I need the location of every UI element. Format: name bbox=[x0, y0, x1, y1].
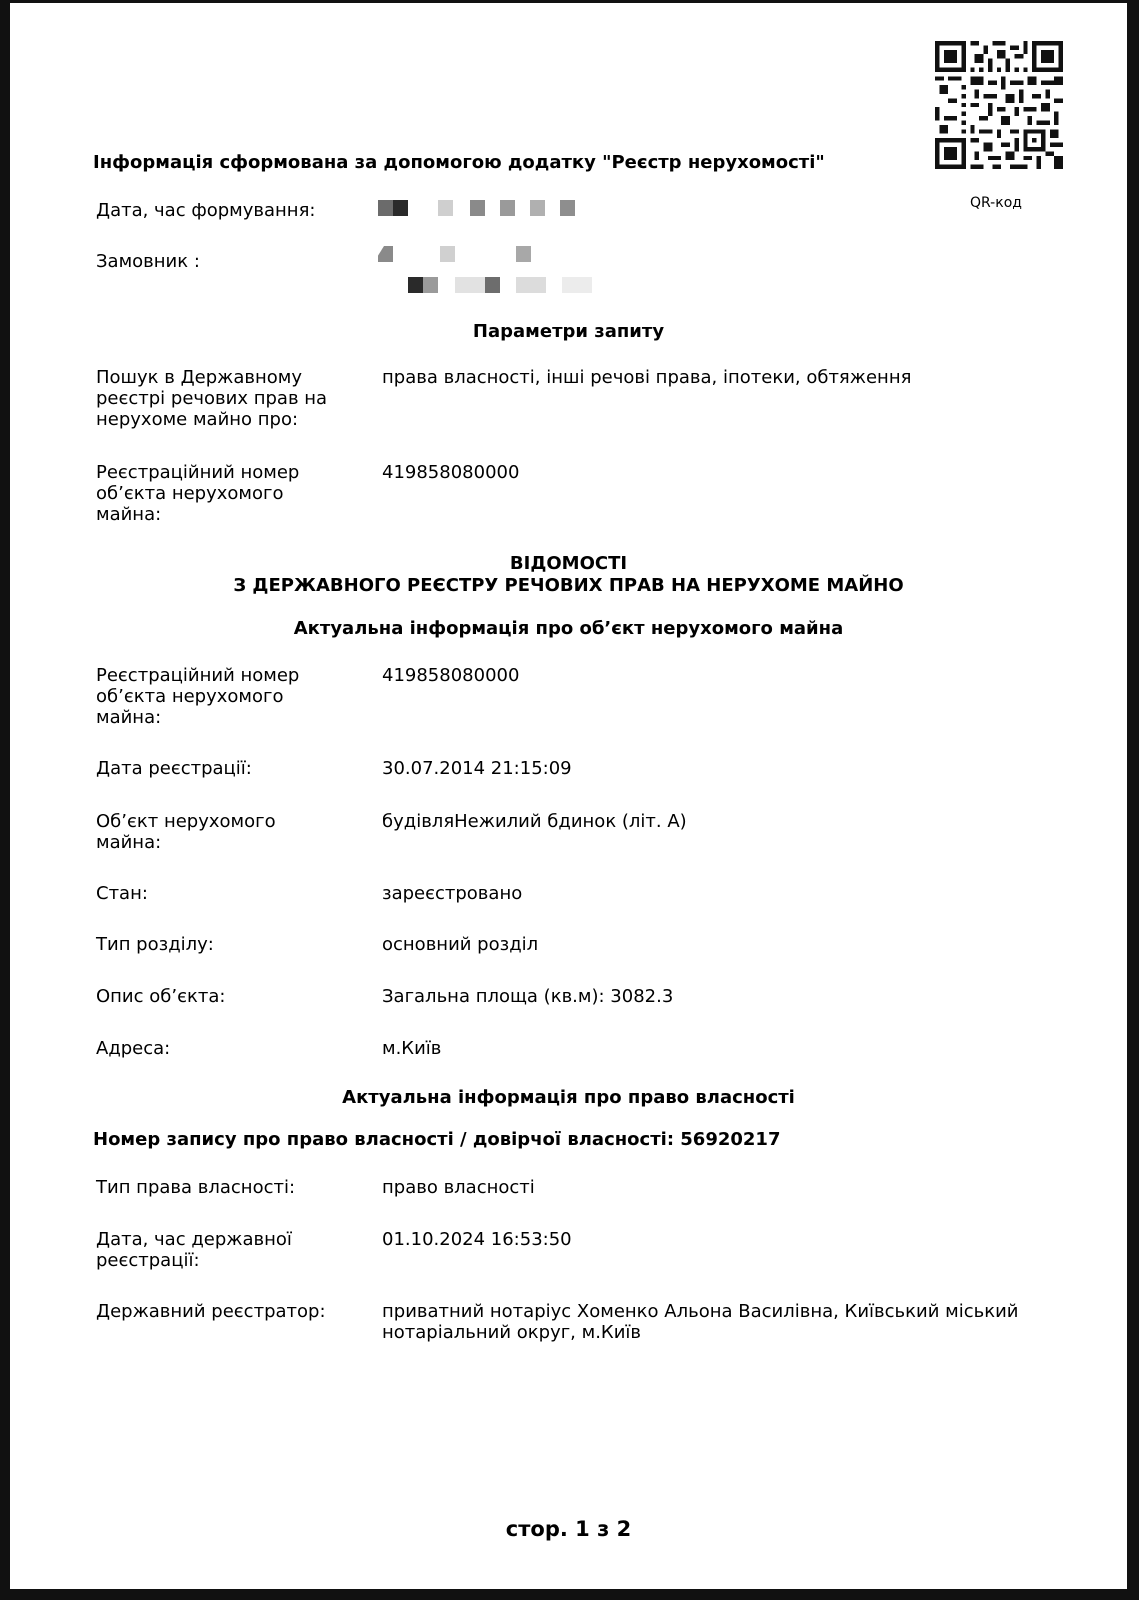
object-value: будівляНежилий бдинок (літ. А) bbox=[382, 811, 687, 832]
qr-code-image bbox=[935, 41, 1063, 169]
redacted-customer-line2 bbox=[408, 277, 608, 293]
statement-title-line1: ВІДОМОСТІ bbox=[509, 553, 628, 574]
registrar-value: приватний нотаріус Хоменко Альона Василівна, Київський міський нотаріальний округ, м.Київ bbox=[382, 1301, 1019, 1343]
section-type-label: Тип розділу: bbox=[96, 934, 214, 955]
object-regnum-value: 419858080000 bbox=[382, 665, 520, 686]
object-label: Об’єкт нерухомого майна: bbox=[96, 811, 276, 853]
request-params-title: Параметри запиту bbox=[472, 321, 665, 342]
search-label: Пошук в Державному реєстрі речових прав на нерухоме майно про: bbox=[96, 367, 328, 430]
section-type-value: основний розділ bbox=[382, 934, 539, 955]
ownership-type-value: право власності bbox=[382, 1177, 535, 1198]
description-label: Опис об’єкта: bbox=[96, 986, 226, 1007]
qr-caption: QR-код bbox=[970, 195, 1022, 211]
ownership-date-value: 01.10.2024 16:53:50 bbox=[382, 1229, 572, 1250]
state-label: Стан: bbox=[96, 883, 148, 904]
page-number: стор. 1 з 2 bbox=[505, 1517, 632, 1541]
regdate-value: 30.07.2014 21:15:09 bbox=[382, 758, 572, 779]
document-page bbox=[10, 3, 1127, 1589]
address-value: м.Київ bbox=[382, 1038, 442, 1059]
request-regnum-label: Реєстраційний номер об’єкта нерухомого майна: bbox=[96, 462, 300, 525]
ownership-type-label: Тип права власності: bbox=[96, 1177, 296, 1198]
address-label: Адреса: bbox=[96, 1038, 171, 1059]
redacted-date-value bbox=[378, 200, 588, 216]
object-info-title: Актуальна інформація про об’єкт нерухомого майна bbox=[293, 618, 844, 639]
ownership-record-heading: Номер запису про право власності / довірчої власності: 56920217 bbox=[93, 1129, 781, 1150]
state-value: зареєстровано bbox=[382, 883, 523, 904]
info-generated-heading: Інформація сформована за допомогою додатку "Реєстр нерухомості" bbox=[93, 152, 825, 173]
regdate-label: Дата реєстрації: bbox=[96, 758, 252, 779]
statement-title-line2: З ДЕРЖАВНОГО РЕЄСТРУ РЕЧОВИХ ПРАВ НА НЕРУХОМЕ МАЙНО bbox=[233, 575, 904, 596]
request-regnum-value: 419858080000 bbox=[382, 462, 520, 483]
ownership-title: Актуальна інформація про право власності bbox=[342, 1087, 795, 1108]
customer-label: Замовник : bbox=[96, 251, 200, 272]
date-label: Дата, час формування: bbox=[96, 200, 316, 221]
ownership-date-label: Дата, час державної реєстрації: bbox=[96, 1229, 292, 1271]
object-regnum-label: Реєстраційний номер об’єкта нерухомого майна: bbox=[96, 665, 300, 728]
search-value: права власності, інші речові права, іпотеки, обтяження bbox=[382, 367, 912, 388]
redacted-customer-line1 bbox=[378, 246, 598, 262]
registrar-label: Державний реєстратор: bbox=[96, 1301, 326, 1322]
description-value: Загальна площа (кв.м): 3082.3 bbox=[382, 986, 674, 1007]
